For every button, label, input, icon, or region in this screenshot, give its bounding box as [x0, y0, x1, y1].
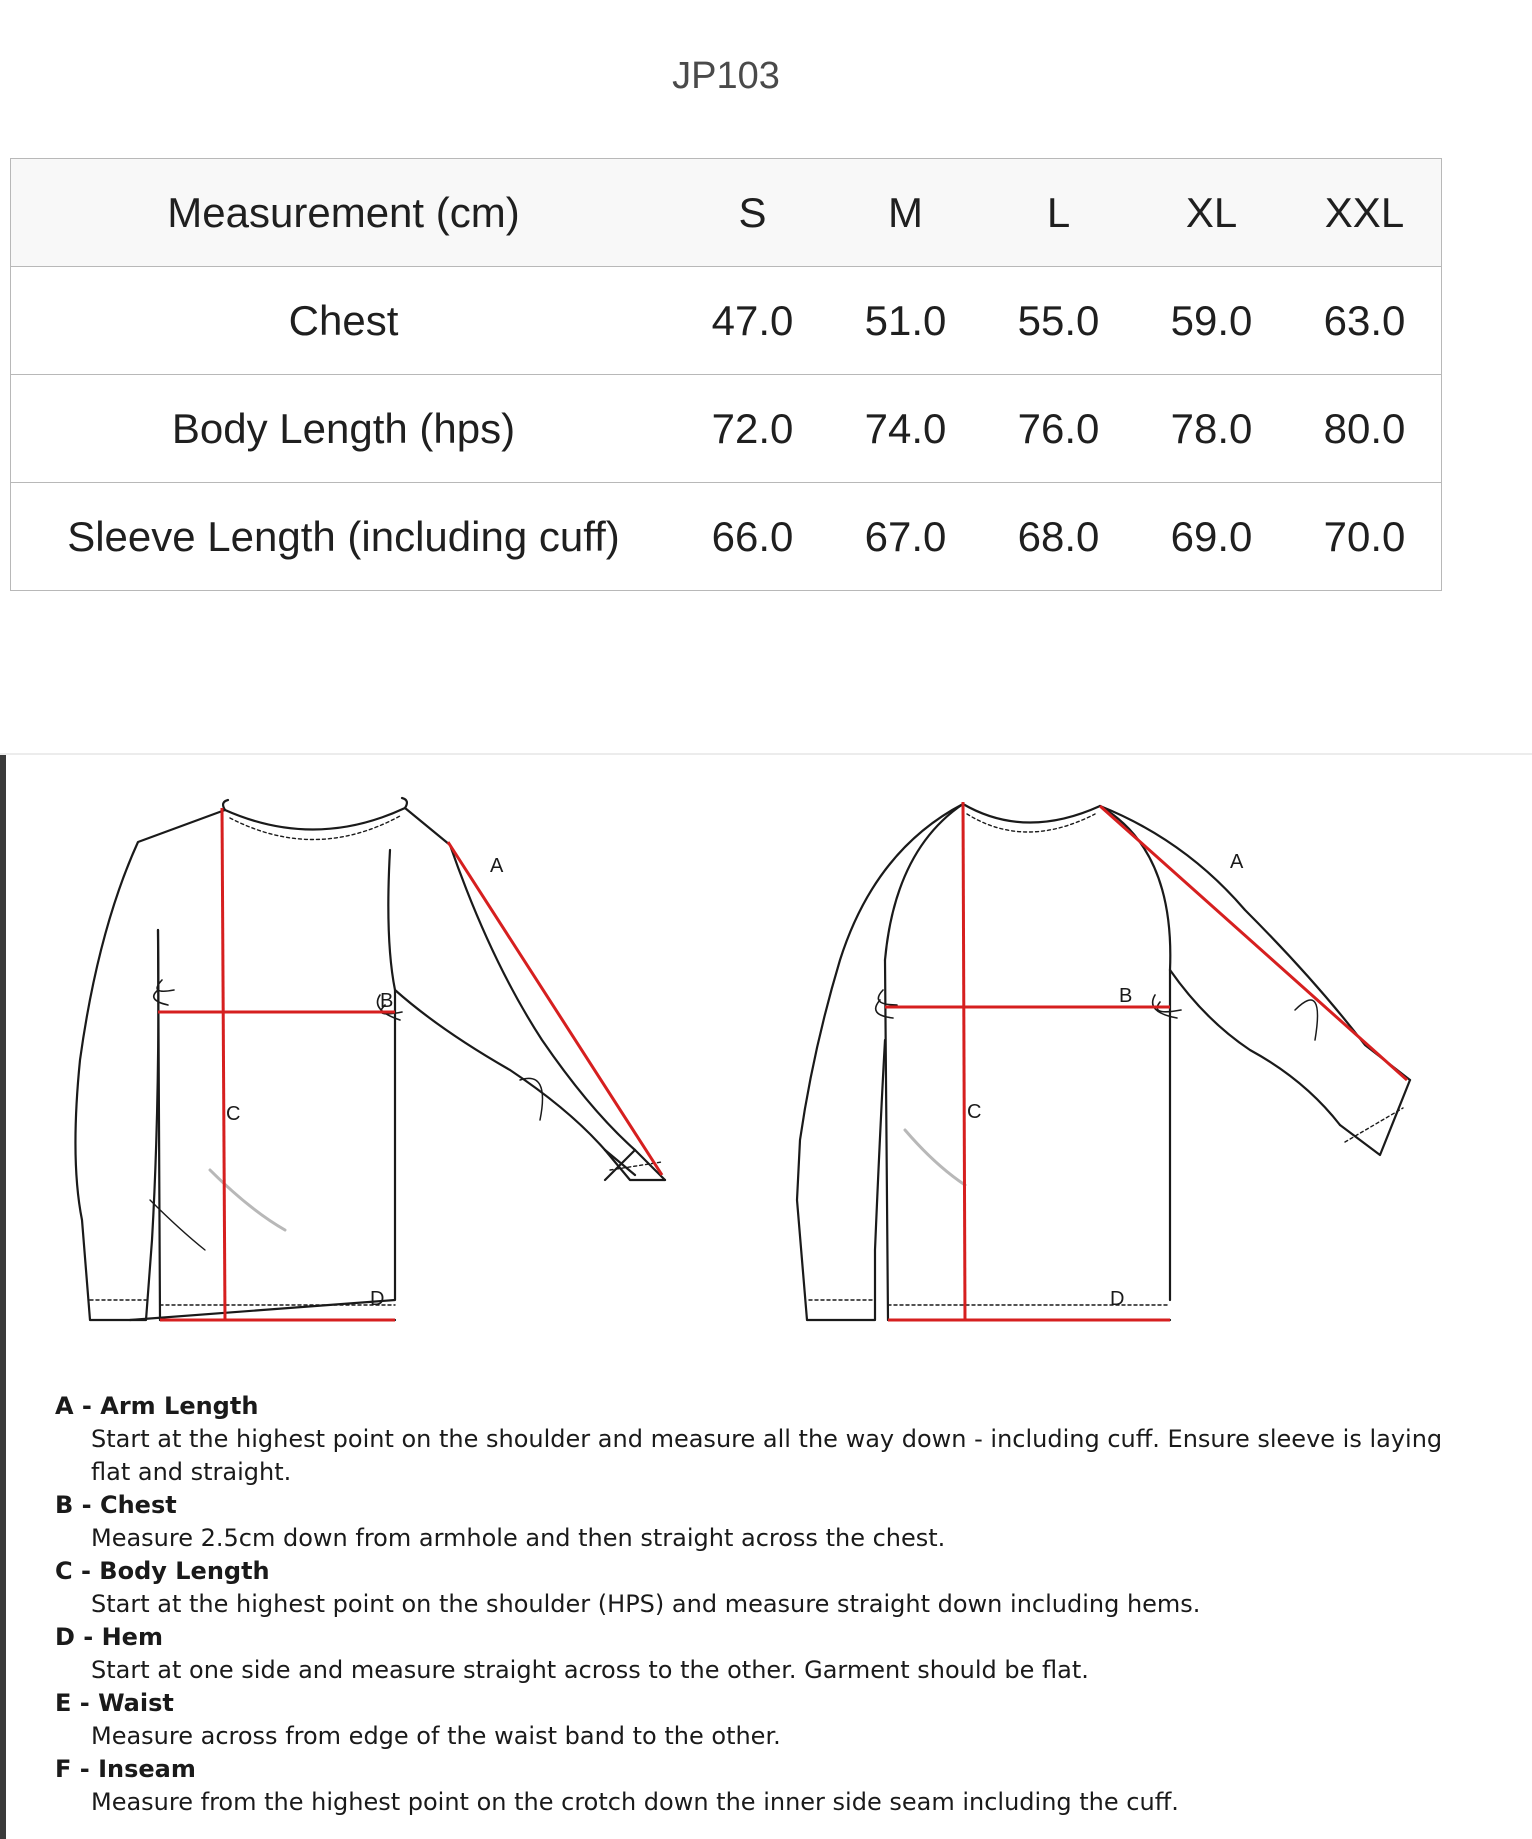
row-label: Body Length (hps)	[11, 375, 677, 483]
header-size-m: M	[829, 159, 982, 267]
cell-value: 47.0	[676, 267, 829, 375]
cell-value: 78.0	[1135, 375, 1288, 483]
marker-b: B	[380, 990, 394, 1012]
cell-value: 67.0	[829, 483, 982, 591]
legend-description: Measure from the highest point on the crotch down the inner side seam including the cuff.	[91, 1788, 1179, 1816]
marker-a: A	[1230, 851, 1244, 873]
body-length-line	[222, 808, 225, 1320]
arm-length-line	[448, 842, 662, 1175]
header-size-s: S	[676, 159, 829, 267]
cell-value: 80.0	[1288, 375, 1442, 483]
legend-description: Start at one side and measure straight across to the other. Garment should be flat.	[91, 1656, 1089, 1684]
cell-value: 51.0	[829, 267, 982, 375]
shirt-outline	[797, 804, 1410, 1320]
header-size-l: L	[982, 159, 1135, 267]
cell-value: 76.0	[982, 375, 1135, 483]
set-in-sleeve-shirt-illustration	[50, 780, 770, 1340]
table-row	[11, 375, 1442, 483]
legend-term: E - Waist	[55, 1689, 174, 1717]
legend-item	[55, 1687, 1475, 1753]
cell-value: 72.0	[676, 375, 829, 483]
legend-item	[55, 1555, 1475, 1621]
cell-value: 55.0	[982, 267, 1135, 375]
cell-value: 69.0	[1135, 483, 1288, 591]
marker-d: D	[370, 1288, 385, 1310]
marker-c: C	[967, 1101, 982, 1123]
legend-description: Start at the highest point on the shoulder and measure all the way down - including cuff. Ensure sleeve is laying flat and straight.	[91, 1425, 1443, 1486]
marker-d: D	[1110, 1288, 1125, 1310]
table-row	[11, 483, 1442, 591]
raglan-sleeve-shirt-diagram	[785, 780, 1505, 1340]
measurement-lines	[158, 808, 662, 1320]
legend-description: Measure across from edge of the waist band to the other.	[91, 1722, 781, 1750]
marker-b: B	[1119, 985, 1133, 1007]
legend-term: B - Chest	[55, 1491, 177, 1519]
cell-value: 66.0	[676, 483, 829, 591]
legend-description: Start at the highest point on the shoulder (HPS) and measure straight down including hems.	[91, 1590, 1201, 1618]
table-row	[11, 267, 1442, 375]
product-code: JP103	[672, 55, 780, 97]
arm-length-line	[1100, 806, 1407, 1080]
shirt-outline	[75, 798, 665, 1320]
legend-item	[55, 1621, 1475, 1687]
measurement-lines	[885, 802, 1407, 1320]
cell-value: 63.0	[1288, 267, 1442, 375]
cell-value: 74.0	[829, 375, 982, 483]
cell-value: 59.0	[1135, 267, 1288, 375]
left-edge-bar	[0, 755, 6, 1839]
measurement-legend	[55, 1390, 1475, 1819]
section-divider	[0, 753, 1532, 755]
marker-c: C	[226, 1103, 241, 1125]
header-measurement-label: Measurement (cm)	[11, 159, 677, 267]
header-size-xxl: XXL	[1288, 159, 1442, 267]
legend-term: D - Hem	[55, 1623, 163, 1651]
legend-item	[55, 1753, 1475, 1819]
legend-description: Measure 2.5cm down from armhole and then straight across the chest.	[91, 1524, 946, 1552]
legend-term: F - Inseam	[55, 1755, 196, 1783]
cell-value: 70.0	[1288, 483, 1442, 591]
header-size-xl: XL	[1135, 159, 1288, 267]
body-length-line	[963, 802, 965, 1320]
raglan-sleeve-shirt-illustration	[785, 780, 1505, 1340]
row-label: Sleeve Length (including cuff)	[11, 483, 677, 591]
row-label: Chest	[11, 267, 677, 375]
legend-item	[55, 1390, 1475, 1489]
table-header-row	[11, 159, 1442, 267]
size-chart-table	[10, 158, 1442, 591]
set-in-sleeve-shirt-diagram	[50, 780, 770, 1340]
legend-item	[55, 1489, 1475, 1555]
cell-value: 68.0	[982, 483, 1135, 591]
legend-term: C - Body Length	[55, 1557, 270, 1585]
legend-term: A - Arm Length	[55, 1392, 259, 1420]
marker-a: A	[490, 855, 504, 877]
